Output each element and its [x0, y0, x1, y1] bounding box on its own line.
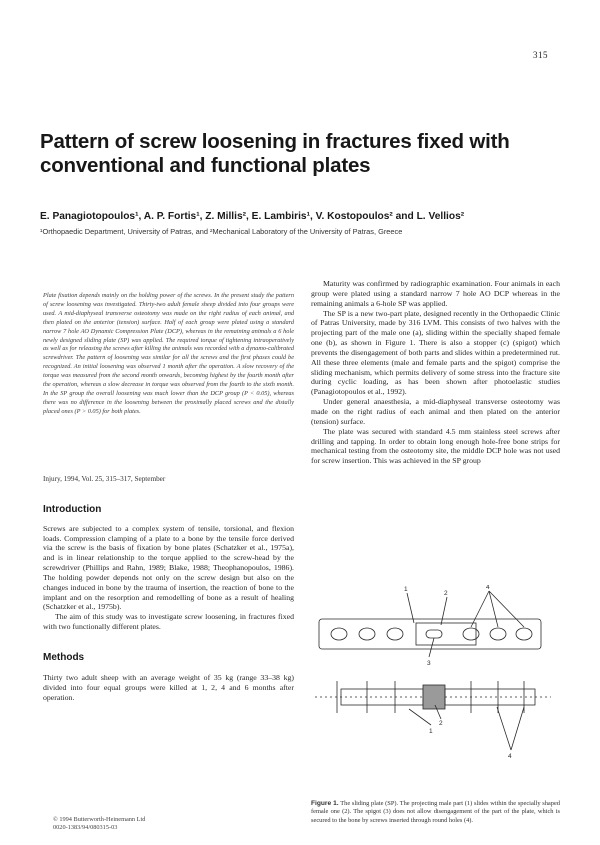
affiliation: ¹Orthopaedic Department, University of Patras, and ²Mechanical Laboratory of the University of Patras, Greece [40, 227, 403, 236]
figure-caption-text: The sliding plate (SP). The projecting male part (1) slides within the specially shaped female one (2). The spigot (3) does not allow disengagement of the part of the plate, which is secured to the bone by screws inserted through round holes (4). [311, 800, 560, 824]
page-number: 315 [533, 50, 548, 60]
figure-callout: 3 [427, 660, 431, 667]
figure-callout: 1 [404, 586, 408, 593]
figure-caption [311, 800, 560, 825]
sliding-plate-drawing [311, 585, 560, 800]
article-title: Pattern of screw loosening in fractures fixed with conventional and functional plates [40, 130, 510, 177]
figure-callout: 4 [486, 585, 490, 591]
figure-1 [311, 585, 560, 803]
copyright-line: © 1994 Butterworth-Heinemann Ltd [53, 816, 146, 823]
issn-line: 0020-1383/94/080315-03 [53, 824, 118, 831]
methods-paragraph: The plate was secured with standard 4.5 mm stainless steel screws after drilling and tapping. In order to obtain long enough hole-free bone strips for mechanical testing from the osteotomy site, the middle DCP hole was not used for screw insertion. This was achieved in the SP group [311, 426, 560, 466]
figure-callout: 4 [508, 753, 512, 760]
introduction-heading: Introduction [43, 503, 102, 515]
introduction-paragraph: The aim of this study was to investigate screw loosening, in fractures fixed with two functionally different plates. [43, 612, 294, 632]
methods-paragraph: Under general anaesthesia, a mid-diaphyseal transverse osteotomy was made on the right radius of each animal and then plated on the anterior (tension) surface. [311, 397, 560, 426]
methods-paragraph: Thirty two adult sheep with an average weight of 35 kg (range 33–38 kg) divided into four equal groups were killed at 1, 2, 4 and 6 months after operation. [43, 672, 294, 702]
copyright-notice [53, 816, 145, 832]
figure-callout: 1 [429, 728, 433, 735]
journal-citation: Injury, 1994, Vol. 25, 315–317, September [43, 474, 166, 483]
right-column [311, 279, 560, 466]
methods-paragraph: Maturity was confirmed by radiographic examination. Four animals in each group were plated using a standard narrow 7 hole AO DCP whereas in the remaining animals a 6-hole SP was applied. [311, 279, 560, 308]
author-list: E. Panagiotopoulos¹, A. P. Fortis¹, Z. Millis², E. Lambiris¹, V. Kostopoulos² and L. Vellios² [40, 211, 465, 222]
abstract: Plate fixation depends mainly on the holding power of the screws. In the present study the pattern of screw loosening was investigated. Thirty-two adult female sheep divided into four groups were used. A mid-diaphyseal transverse osteotomy was made on the right radius of each animal, and then plated on the anterior (tension) surface. Half of each group were plated using a standard narrow 7 hole AO Dynamic Compression Plate (DCP), whereas in the remaining animals a 6 hole newly designed sliding plate (SP) was applied. The required torque of tightening intraoperatively as well as for releasing the screws after killing the animals was recorded with a dynamo-calibrated screwdriver. The pattern of loosening was similar for all the screws and the first phases could be recognized. An initial loosening was observed 1 month after the operation. A slow recovery of the torque was measured from the second month onwards, becoming highest by the fourth month after the operation, whereas a slow decrease in torque was observed from the fourth to the sixth month. In the SP group the overall loosening was much lower than the DCP group (P < 0.05), whereas there was no difference in the loosening between the proximally placed screws and the distally placed ones (P > 0.05) for both plates. [43, 292, 294, 415]
left-column [43, 292, 294, 703]
figure-callout: 2 [444, 590, 448, 597]
figure-label: Figure 1. [311, 800, 339, 807]
methods-heading: Methods [43, 651, 85, 663]
methods-paragraph: The SP is a new two-part plate, designed recently in the Orthopaedic Clinic of Patras University, made by 316 LVM. This consists of two halves with the projecting part of the male one (a), sliding within the specially shaped female one (b), as shown in Figure 1. There is also a stopper (c) (spigot) which prevents the disengagement of both parts and slides within a predetermined rut. All these three elements (male and female parts and the spigot) comprise the sliding mechanism, which permits delivery of some stress into the fracture site during cyclic loading, as has been shown after photoelastic studies (Panagiotopoulos et al., 1992). [311, 308, 560, 397]
figure-callout: 2 [439, 720, 443, 727]
introduction-paragraph: Screws are subjected to a complex system of tensile, torsional, and flexion loads. Compression clamping of a plate to a bone by the tensile force derived via the screw is the basis of fixation by bone plates (Schatzker et al., 1975a), and is in linear relationship to the torque applied to the screw-head by the screwdriver (Phillips and Rahn, 1989; Blake, 1988; Theophanopoulos, 1986). The holding powder depends not only on the screw design but also on the changes induced in bone by the trauma of insertion, the reaction of bone to the implant and on the resorption and remodelling of bone as a result of healing (Schatzker et al., 1975b). [43, 523, 294, 612]
